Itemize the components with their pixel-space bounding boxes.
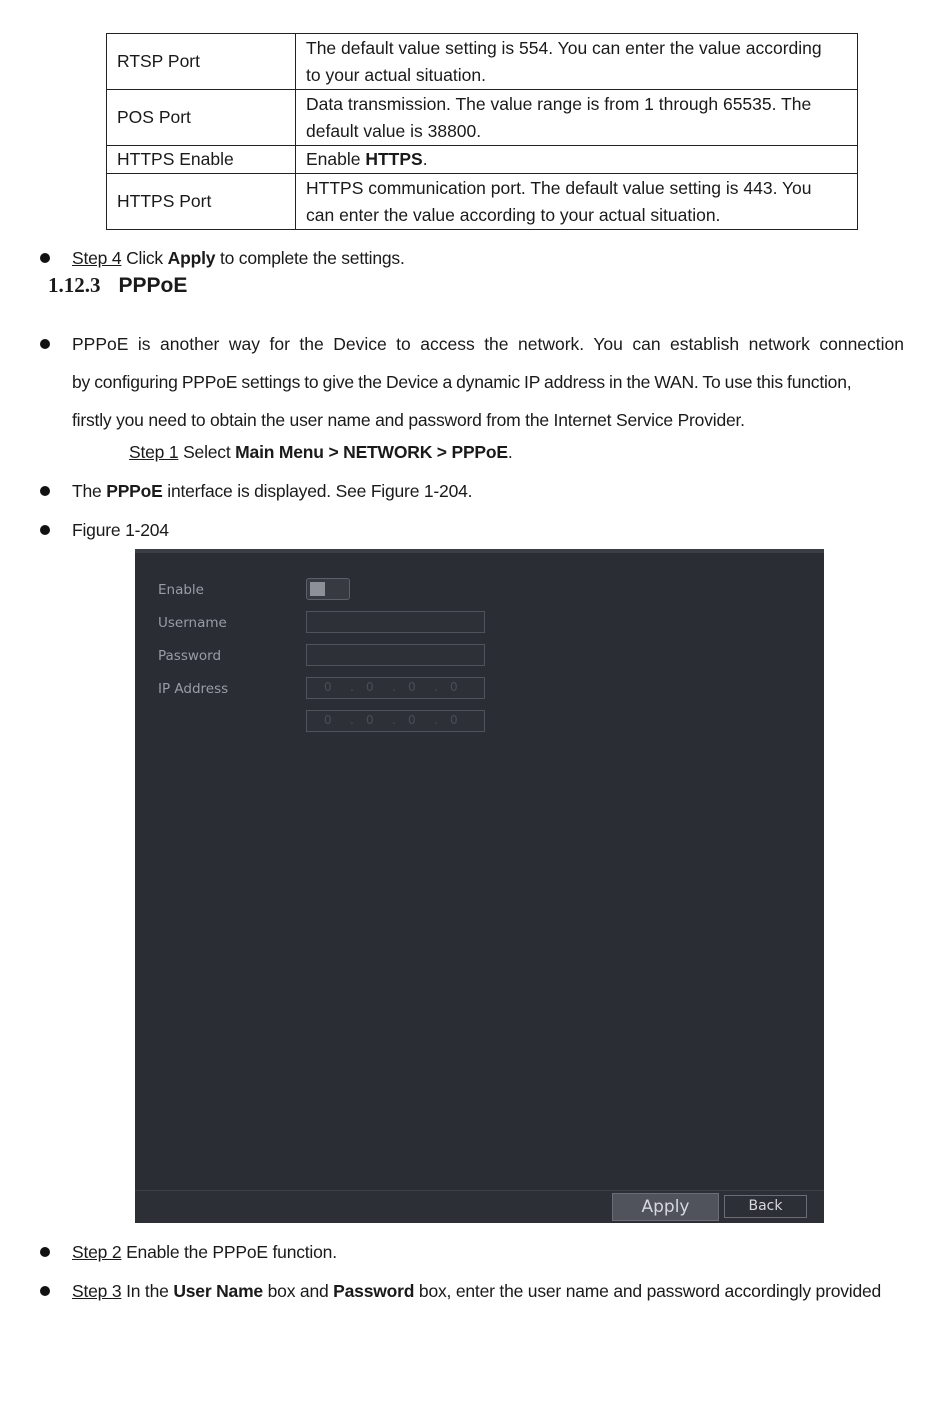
ip-dot: . [434, 680, 438, 694]
ip-address-label: IP Address [158, 681, 229, 697]
intro-line-2: by configuring PPPoE settings to give the Device a dynamic IP address in the WAN. To use this function, [72, 372, 852, 392]
table-row [107, 90, 858, 146]
bullet-icon [40, 525, 50, 535]
table-cell-name: RTSP Port [107, 34, 296, 90]
bullet-icon [40, 486, 50, 496]
table-row [107, 34, 858, 90]
bullet-icon [40, 339, 50, 349]
ip-octet: 0 [450, 713, 458, 727]
ip-dot: . [434, 713, 438, 727]
toggle-knob [310, 582, 325, 596]
intro-line-1: PPPoE is another way for the Device to access the network. You can establish network connection [72, 334, 904, 354]
step3-text: Step 3 In the User Name box and Password box, enter the user name and password accordingly provided [72, 1281, 882, 1301]
username-input[interactable] [306, 611, 485, 633]
ip-octet: 0 [408, 680, 416, 694]
section-heading: 1.12.3 PPPoE [48, 273, 188, 297]
apply-button[interactable]: Apply [612, 1193, 719, 1221]
ip-dot: . [350, 680, 354, 694]
ip-octet: 0 [450, 680, 458, 694]
table-row [107, 174, 858, 230]
parameter-table [106, 33, 858, 230]
ip-address-field[interactable] [306, 677, 485, 699]
bullet-icon [40, 253, 50, 263]
table-row [107, 146, 858, 174]
enable-toggle[interactable] [306, 578, 350, 600]
table-cell-name: HTTPS Port [107, 174, 296, 230]
figure-caption: Figure 1-204 [72, 520, 169, 540]
table-cell-name: HTTPS Enable [107, 146, 296, 174]
ip-octet: 0 [366, 680, 374, 694]
intro-line-3: firstly you need to obtain the user name and password from the Internet Service Provider. [72, 410, 745, 430]
username-label: Username [158, 615, 227, 631]
table-cell-name: POS Port [107, 90, 296, 146]
bullet-icon [40, 1286, 50, 1296]
table-cell-description: Data transmission. The value range is from 1 through 65535. The default value is 38800. [296, 90, 858, 146]
step1-text: Step 1 Select Main Menu > NETWORK > PPPoE. [129, 442, 513, 462]
ip-dot: . [392, 680, 396, 694]
ip-octet: 0 [324, 680, 332, 694]
ip-address-field-2[interactable] [306, 710, 485, 732]
table-cell-description: HTTPS communication port. The default value setting is 443. You can enter the value according to your actual situation. [296, 174, 858, 230]
ip-dot: . [392, 713, 396, 727]
back-button[interactable]: Back [724, 1195, 807, 1218]
table-cell-description: The default value setting is 554. You can enter the value according to your actual situation. [296, 34, 858, 90]
step2-text: Step 2 Enable the PPPoE function. [72, 1242, 337, 1262]
ip-dot: . [350, 713, 354, 727]
table-cell-description: Enable HTTPS. [296, 146, 858, 174]
bullet-icon [40, 1247, 50, 1257]
pppoe-settings-panel [135, 549, 824, 1223]
panel-footer [135, 1190, 824, 1223]
password-label: Password [158, 648, 222, 664]
step4-text: Step 4 Click Apply to complete the settings. [72, 248, 405, 268]
enable-label: Enable [158, 582, 204, 598]
password-input[interactable] [306, 644, 485, 666]
ip-octet: 0 [408, 713, 416, 727]
ip-octet: 0 [366, 713, 374, 727]
ip-octet: 0 [324, 713, 332, 727]
interface-displayed-text: The PPPoE interface is displayed. See Figure 1-204. [72, 481, 473, 501]
